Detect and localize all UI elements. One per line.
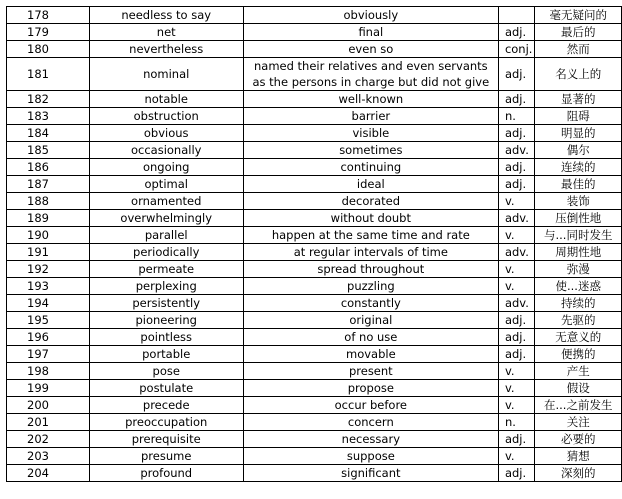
synonym-cell: suppose bbox=[243, 448, 498, 465]
headword-cell: pointless bbox=[89, 329, 243, 346]
headword-cell: permeate bbox=[89, 261, 243, 278]
synonym-cell: even so bbox=[243, 41, 498, 58]
part-of-speech-cell: conj. bbox=[498, 41, 535, 58]
table-row bbox=[7, 380, 622, 397]
table-row bbox=[7, 227, 622, 244]
chinese-meaning-cell: 无意义的 bbox=[535, 329, 622, 346]
part-of-speech-cell: n. bbox=[498, 108, 535, 125]
part-of-speech-cell: v. bbox=[498, 448, 535, 465]
table-row bbox=[7, 7, 622, 24]
part-of-speech-cell bbox=[498, 7, 535, 24]
table-row bbox=[7, 159, 622, 176]
synonym-cell: decorated bbox=[243, 193, 498, 210]
chinese-meaning-cell: 必要的 bbox=[535, 431, 622, 448]
synonym-cell: sometimes bbox=[243, 142, 498, 159]
table-row bbox=[7, 312, 622, 329]
chinese-meaning-cell: 便携的 bbox=[535, 346, 622, 363]
synonym-cell: spread throughout bbox=[243, 261, 498, 278]
row-number: 181 bbox=[7, 58, 90, 91]
chinese-meaning-cell: 压倒性地 bbox=[535, 210, 622, 227]
synonym-cell: occur before bbox=[243, 397, 498, 414]
row-number: 186 bbox=[7, 159, 90, 176]
row-number: 191 bbox=[7, 244, 90, 261]
row-number: 192 bbox=[7, 261, 90, 278]
headword-cell: pose bbox=[89, 363, 243, 380]
chinese-meaning-cell: 深刻的 bbox=[535, 465, 622, 482]
part-of-speech-cell: adj. bbox=[498, 465, 535, 482]
chinese-meaning-cell: 周期性地 bbox=[535, 244, 622, 261]
chinese-meaning-cell: 然而 bbox=[535, 41, 622, 58]
table-row bbox=[7, 397, 622, 414]
chinese-meaning-cell: 弥漫 bbox=[535, 261, 622, 278]
chinese-meaning-cell: 产生 bbox=[535, 363, 622, 380]
part-of-speech-cell: adj. bbox=[498, 312, 535, 329]
part-of-speech-cell: adj. bbox=[498, 24, 535, 41]
headword-cell: net bbox=[89, 24, 243, 41]
row-number: 201 bbox=[7, 414, 90, 431]
synonym-cell: movable bbox=[243, 346, 498, 363]
synonym-cell: final bbox=[243, 24, 498, 41]
table-row bbox=[7, 329, 622, 346]
headword-cell: profound bbox=[89, 465, 243, 482]
chinese-meaning-cell: 与...同时发生 bbox=[535, 227, 622, 244]
synonym-cell: at regular intervals of time bbox=[243, 244, 498, 261]
row-number: 180 bbox=[7, 41, 90, 58]
chinese-meaning-cell: 持续的 bbox=[535, 295, 622, 312]
part-of-speech-cell: adj. bbox=[498, 91, 535, 108]
synonym-cell: original bbox=[243, 312, 498, 329]
part-of-speech-cell: adj. bbox=[498, 329, 535, 346]
row-number: 182 bbox=[7, 91, 90, 108]
part-of-speech-cell: adj. bbox=[498, 431, 535, 448]
table-row bbox=[7, 278, 622, 295]
synonym-cell: ideal bbox=[243, 176, 498, 193]
synonym-cell: barrier bbox=[243, 108, 498, 125]
chinese-meaning-cell: 显著的 bbox=[535, 91, 622, 108]
chinese-meaning-cell: 偶尔 bbox=[535, 142, 622, 159]
part-of-speech-cell: v. bbox=[498, 397, 535, 414]
part-of-speech-cell: v. bbox=[498, 227, 535, 244]
headword-cell: periodically bbox=[89, 244, 243, 261]
row-number: 183 bbox=[7, 108, 90, 125]
synonym-cell: propose bbox=[243, 380, 498, 397]
part-of-speech-cell: adj. bbox=[498, 125, 535, 142]
synonym-cell: well-known bbox=[243, 91, 498, 108]
table-row bbox=[7, 142, 622, 159]
chinese-meaning-cell: 使...迷惑 bbox=[535, 278, 622, 295]
headword-cell: ornamented bbox=[89, 193, 243, 210]
vocabulary-table-body bbox=[7, 7, 622, 482]
chinese-meaning-cell: 阻碍 bbox=[535, 108, 622, 125]
headword-cell: ongoing bbox=[89, 159, 243, 176]
headword-cell: preoccupation bbox=[89, 414, 243, 431]
part-of-speech-cell: adj. bbox=[498, 58, 535, 91]
synonym-cell: necessary bbox=[243, 431, 498, 448]
chinese-meaning-cell: 名义上的 bbox=[535, 58, 622, 91]
table-row bbox=[7, 448, 622, 465]
row-number: 184 bbox=[7, 125, 90, 142]
headword-cell: persistently bbox=[89, 295, 243, 312]
part-of-speech-cell: v. bbox=[498, 261, 535, 278]
headword-cell: nevertheless bbox=[89, 41, 243, 58]
table-row bbox=[7, 125, 622, 142]
headword-cell: notable bbox=[89, 91, 243, 108]
row-number: 203 bbox=[7, 448, 90, 465]
headword-cell: perplexing bbox=[89, 278, 243, 295]
table-row bbox=[7, 193, 622, 210]
chinese-meaning-cell: 在...之前发生 bbox=[535, 397, 622, 414]
row-number: 189 bbox=[7, 210, 90, 227]
chinese-meaning-cell: 毫无疑问的 bbox=[535, 7, 622, 24]
synonym-cell: constantly bbox=[243, 295, 498, 312]
chinese-meaning-cell: 明显的 bbox=[535, 125, 622, 142]
row-number: 204 bbox=[7, 465, 90, 482]
row-number: 179 bbox=[7, 24, 90, 41]
table-row bbox=[7, 346, 622, 363]
synonym-cell: significant bbox=[243, 465, 498, 482]
part-of-speech-cell: v. bbox=[498, 278, 535, 295]
headword-cell: presume bbox=[89, 448, 243, 465]
synonym-cell: of no use bbox=[243, 329, 498, 346]
row-number: 178 bbox=[7, 7, 90, 24]
headword-cell: optimal bbox=[89, 176, 243, 193]
headword-cell: prerequisite bbox=[89, 431, 243, 448]
table-row bbox=[7, 465, 622, 482]
synonym-cell: puzzling bbox=[243, 278, 498, 295]
table-row bbox=[7, 431, 622, 448]
chinese-meaning-cell: 猜想 bbox=[535, 448, 622, 465]
table-row bbox=[7, 41, 622, 58]
row-number: 198 bbox=[7, 363, 90, 380]
synonym-cell: obviously bbox=[243, 7, 498, 24]
row-number: 195 bbox=[7, 312, 90, 329]
row-number: 202 bbox=[7, 431, 90, 448]
headword-cell: postulate bbox=[89, 380, 243, 397]
part-of-speech-cell: adv. bbox=[498, 295, 535, 312]
row-number: 190 bbox=[7, 227, 90, 244]
part-of-speech-cell: v. bbox=[498, 380, 535, 397]
row-number: 194 bbox=[7, 295, 90, 312]
part-of-speech-cell: adv. bbox=[498, 142, 535, 159]
row-number: 197 bbox=[7, 346, 90, 363]
vocabulary-table bbox=[6, 6, 622, 482]
table-row bbox=[7, 24, 622, 41]
table-row bbox=[7, 414, 622, 431]
chinese-meaning-cell: 最佳的 bbox=[535, 176, 622, 193]
headword-cell: obvious bbox=[89, 125, 243, 142]
part-of-speech-cell: adj. bbox=[498, 346, 535, 363]
chinese-meaning-cell: 假设 bbox=[535, 380, 622, 397]
chinese-meaning-cell: 连续的 bbox=[535, 159, 622, 176]
table-row bbox=[7, 58, 622, 91]
part-of-speech-cell: adv. bbox=[498, 210, 535, 227]
headword-cell: parallel bbox=[89, 227, 243, 244]
row-number: 200 bbox=[7, 397, 90, 414]
headword-cell: pioneering bbox=[89, 312, 243, 329]
table-row bbox=[7, 363, 622, 380]
headword-cell: occasionally bbox=[89, 142, 243, 159]
part-of-speech-cell: v. bbox=[498, 193, 535, 210]
synonym-cell: present bbox=[243, 363, 498, 380]
table-row bbox=[7, 295, 622, 312]
chinese-meaning-cell: 关注 bbox=[535, 414, 622, 431]
part-of-speech-cell: n. bbox=[498, 414, 535, 431]
table-row bbox=[7, 108, 622, 125]
row-number: 196 bbox=[7, 329, 90, 346]
headword-cell: overwhelmingly bbox=[89, 210, 243, 227]
row-number: 193 bbox=[7, 278, 90, 295]
chinese-meaning-cell: 先驱的 bbox=[535, 312, 622, 329]
headword-cell: nominal bbox=[89, 58, 243, 91]
synonym-cell: continuing bbox=[243, 159, 498, 176]
table-row bbox=[7, 91, 622, 108]
headword-cell: needless to say bbox=[89, 7, 243, 24]
synonym-cell: without doubt bbox=[243, 210, 498, 227]
chinese-meaning-cell: 装饰 bbox=[535, 193, 622, 210]
chinese-meaning-cell: 最后的 bbox=[535, 24, 622, 41]
synonym-cell: concern bbox=[243, 414, 498, 431]
headword-cell: portable bbox=[89, 346, 243, 363]
row-number: 187 bbox=[7, 176, 90, 193]
row-number: 185 bbox=[7, 142, 90, 159]
headword-cell: obstruction bbox=[89, 108, 243, 125]
part-of-speech-cell: adj. bbox=[498, 159, 535, 176]
table-row bbox=[7, 261, 622, 278]
synonym-cell: happen at the same time and rate bbox=[243, 227, 498, 244]
part-of-speech-cell: v. bbox=[498, 363, 535, 380]
headword-cell: precede bbox=[89, 397, 243, 414]
table-row bbox=[7, 210, 622, 227]
synonym-cell: named their relatives and even servants as the persons in charge but did not give bbox=[243, 58, 498, 91]
part-of-speech-cell: adv. bbox=[498, 244, 535, 261]
table-row bbox=[7, 176, 622, 193]
synonym-cell: visible bbox=[243, 125, 498, 142]
part-of-speech-cell: adj. bbox=[498, 176, 535, 193]
row-number: 188 bbox=[7, 193, 90, 210]
row-number: 199 bbox=[7, 380, 90, 397]
table-row bbox=[7, 244, 622, 261]
